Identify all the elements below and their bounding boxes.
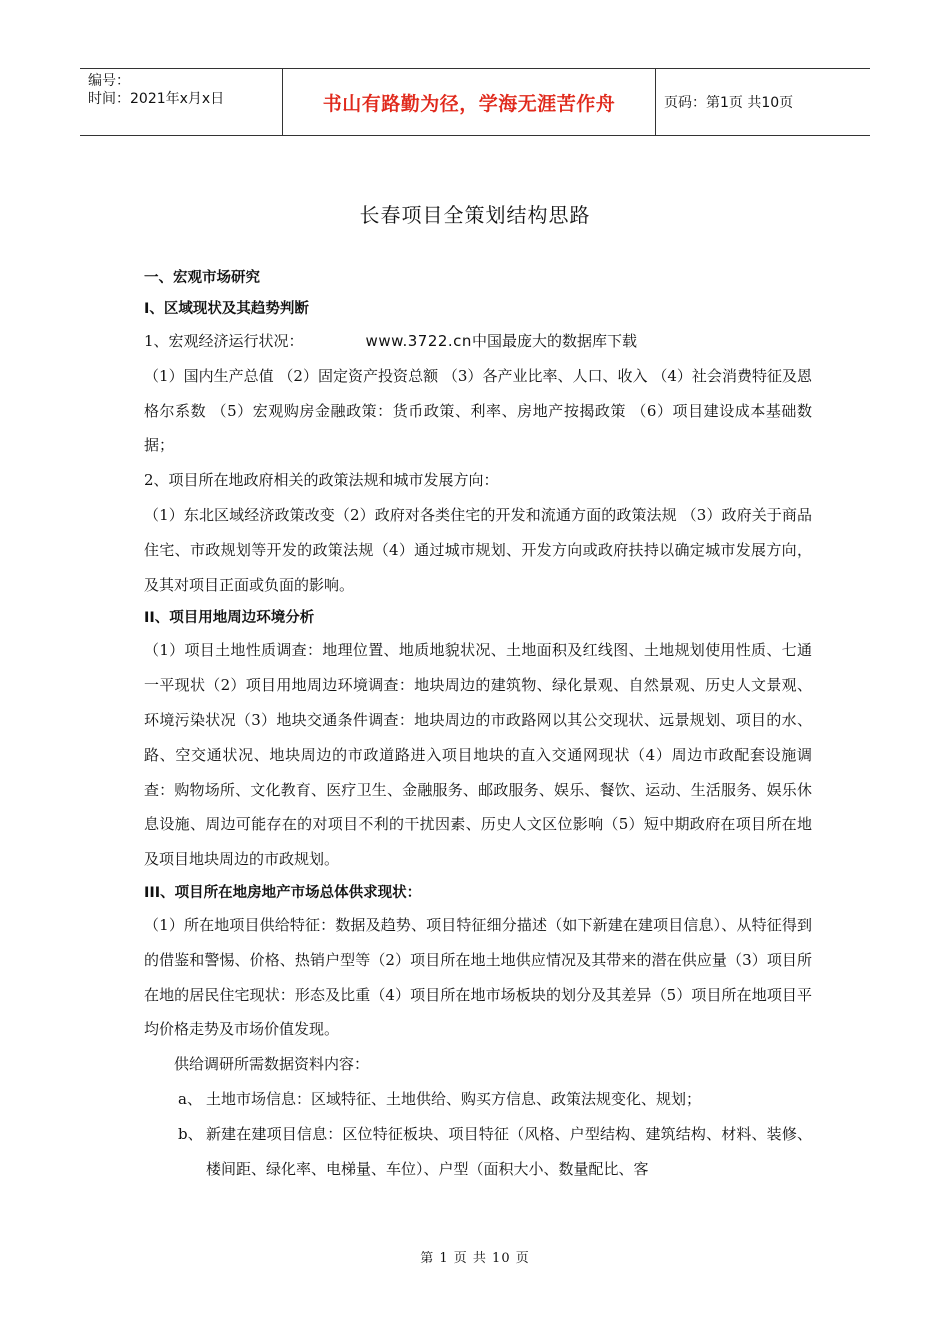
item-heading — [144, 324, 812, 359]
document-number-label: 编号： — [88, 73, 130, 89]
header-page-cell — [656, 69, 870, 135]
list-item — [144, 1117, 812, 1187]
paragraph: （1）国内生产总值 （2）固定资产投资总额 （3）各产业比率、人口、收入 （4）社会消费特征及恩格尔系数 （5）宏观购房金融政策：货币政策、利率、房地产按揭政策 （6）项目建设成本基础数据； — [144, 366, 812, 455]
subsection-heading: I、区域现状及其趋势判断 — [144, 301, 309, 317]
website-link[interactable]: www.3722.cn — [365, 332, 472, 350]
header-motto: 书山有路勤为径，学海无涯苦作舟 — [322, 92, 616, 115]
paragraph: （1）东北区域经济政策改变（2）政府对各类住宅的开发和流通方面的政策法规 （3）政府关于商品住宅、市政规划等开发的政策法规（4）通过城市规划、开发方向或政府扶持以确定城市发展方向，及其对项目正面或负面的影响。 — [144, 505, 812, 594]
subsection-heading: II、项目用地周边环境分析 — [144, 610, 315, 627]
header-page-label: 页码：第1页 共10页 — [664, 95, 794, 111]
list-text: 土地市场信息：区域特征、土地供给、购买方信息、政策法规变化、规划； — [206, 1089, 702, 1108]
document-body — [144, 262, 812, 1187]
paragraph: （1）项目土地性质调查：地理位置、地质地貌状况、土地面积及红线图、土地规划使用性质、七通一平现状（2）项目用地周边环境调查：地块周边的建筑物、绿化景观、自然景观、历史人文景观、环境污染状况（3）地块交通条件调查：地块周边的市政路网以其公交现状、远景规划、项目的水、路、空交通状况、地块周边的市政道路进入项目地块的直入交通网现状（4）周边市政配套设施调查：购物场所、文化教育、医疗卫生、金融服务、邮政服务、娱乐、餐饮、运动、生活服务、娱乐休息设施、周边可能存在的对项目不利的干扰因素、历史人文区位影响（5）短中期政府在项目所在地及项目地块周边的市政规划。 — [144, 641, 812, 869]
list-intro: 供给调研所需数据资料内容： — [174, 1055, 370, 1074]
item-label: 1、宏观经济运行状况： — [144, 332, 304, 350]
item-suffix: 中国最庞大的数据库下载 — [471, 332, 637, 350]
page-footer: 第 1 页 共 10 页 — [420, 1251, 530, 1266]
header-motto-cell — [282, 69, 656, 135]
section-heading: 一、宏观市场研究 — [144, 270, 260, 286]
page-header — [80, 68, 870, 136]
item-heading: 2、项目所在地政府相关的政策法规和城市发展方向： — [144, 471, 499, 490]
list-marker: b、 — [178, 1124, 203, 1143]
list-text: 新建在建项目信息：区位特征板块、项目特征（风格、户型结构、建筑结构、材料、装修、楼间距、绿化率、电梯量、车位）、户型（面积大小、数量配比、客 — [206, 1124, 812, 1178]
list-marker: a、 — [178, 1089, 202, 1108]
list-item — [144, 1082, 812, 1117]
document-date-label: 时间：2021年x月x日 — [88, 91, 225, 107]
document-title: 长春项目全策划结构思路 — [359, 203, 591, 227]
paragraph: （1）所在地项目供给特征：数据及趋势、项目特征细分描述（如下新建在建项目信息）、从特征得到的借鉴和警惕、价格、热销户型等（2）项目所在地土地供应情况及其带来的潜在供应量（3）项目所在地的居民住宅现状：形态及比重（4）项目所在地市场板块的划分及其差异（5）项目所在地项目平均价格走势及市场价值发现。 — [144, 915, 812, 1039]
header-info-cell — [80, 69, 282, 135]
subsection-heading: III、项目所在地房地产市场总体供求现状： — [144, 884, 422, 901]
